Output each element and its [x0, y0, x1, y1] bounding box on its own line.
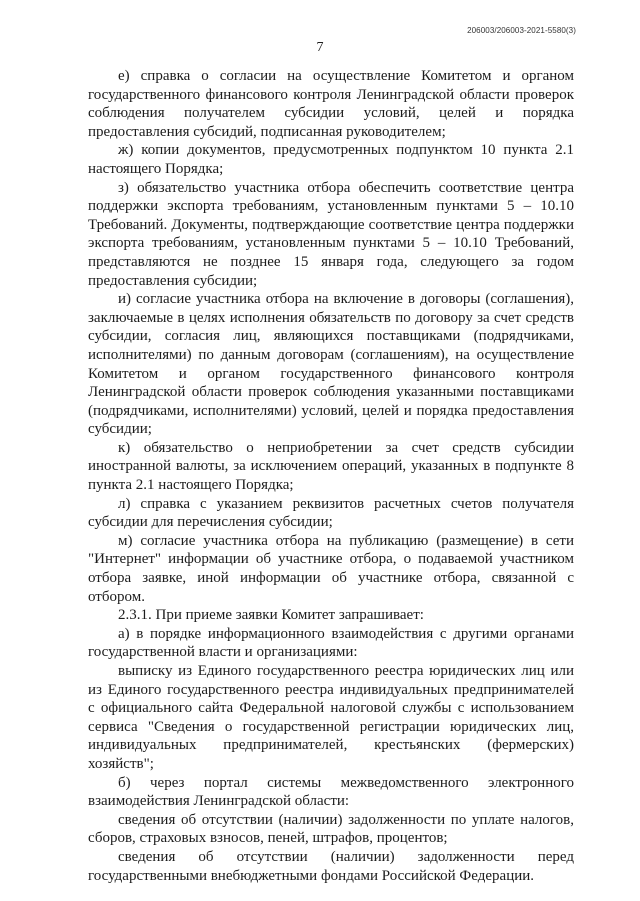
page-number: 7: [316, 40, 324, 55]
paragraph-funds-debt-info: сведения об отсутствии (наличии) задолженности перед государственными внебюджетными фондами Российской Федерации.: [88, 848, 574, 884]
paragraph-m: м) согласие участника отбора на публикацию (размещение) в сети "Интернет" информации об участнике отбора, о подаваемой участником отбора заявке, иной информации об участнике отбора, связанной с отбором.: [88, 532, 574, 605]
paragraph-b: б) через портал системы межведомственного электронного взаимодействия Ленинградской области:: [88, 774, 574, 810]
paragraph-tax-debt-info: сведения об отсутствии (наличии) задолженности по уплате налогов, сборов, страховых взносов, пеней, штрафов, процентов;: [88, 811, 574, 847]
paragraph-a: а) в порядке информационного взаимодействия с другими органами государственной власти и организациями:: [88, 625, 574, 661]
paragraph-l: л) справка с указанием реквизитов расчетных счетов получателя субсидии для перечисления субсидии;: [88, 495, 574, 531]
paragraph-z: з) обязательство участника отбора обеспечить соответствие центра поддержки экспорта требованиям, установленным пунктами 5 – 10.10 Требований. Документы, подтверждающие соответствие центра поддержки экспорта требованиям, установленным пунктами 5 – 10.10 Требований, представляются не позднее 15 января года, следующего за годом предоставления субсидии;: [88, 179, 574, 289]
section-2-3-1-heading: 2.3.1. При приеме заявки Комитет запрашивает:: [118, 607, 424, 624]
paragraph-extract-registry: выписку из Единого государственного реестра юридических лиц или из Единого государственного реестра индивидуальных предпринимателей с официального сайта Федеральной налоговой службы с использованием сервиса "Сведения о государственной регистрации юридических лиц, индивидуальных предпринимателей, крестьянских (фермерских) хозяйств";: [88, 663, 574, 772]
paragraph-zh: ж) копии документов, предусмотренных подпунктом 10 пункта 2.1 настоящего Порядка;: [88, 142, 574, 177]
paragraph-i: и) согласие участника отбора на включение в договоры (соглашения), заключаемые в целях исполнения обязательств по договору за счет средств субсидии, согласия лиц, являющихся поставщиками (подрядчиками, исполнителями) по данным договорам (соглашениям), на осуществление Комитетом и органом государственного финансового контроля Ленинградской области проверок соблюдения указанными поставщиками (подрядчиками, исполнителями) условий, целей и порядка предоставления субсидии;: [88, 291, 574, 438]
paragraph-e: е) справка о согласии на осуществление Комитетом и органом государственного финансового контроля Ленинградской области проверок соблюдения получателем субсидии условий, целей и порядка предоставления субсидий, подписанная руководителем;: [88, 68, 574, 140]
document-registration-code: 206003/206003-2021-5580(3): [467, 26, 576, 35]
paragraph-k: к) обязательство о неприобретении за счет средств субсидии иностранной валюты, за исключением операций, указанных в подпункте 8 пункта 2.1 настоящего Порядка;: [88, 439, 574, 494]
document-body: [88, 67, 574, 885]
